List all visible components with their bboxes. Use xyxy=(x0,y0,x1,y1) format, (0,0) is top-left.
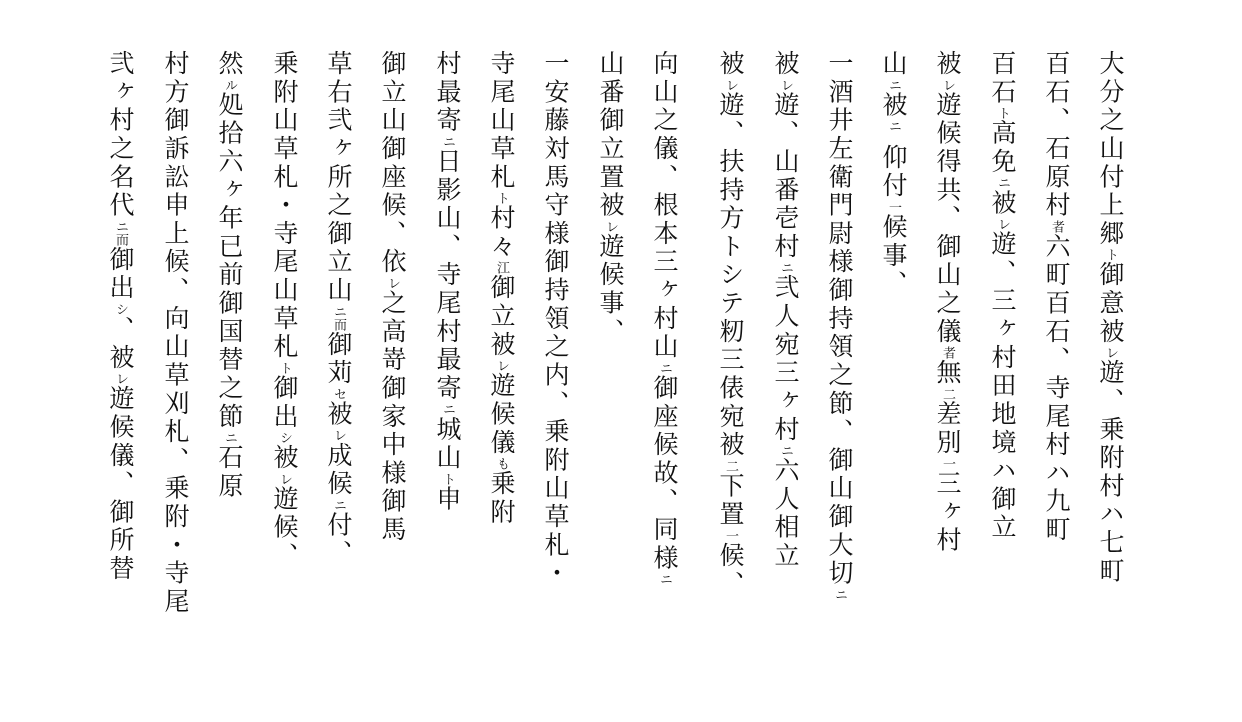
kaeriten-mark: レ xyxy=(723,78,738,92)
kaeriten-mark: ニ xyxy=(886,119,901,133)
kaeriten-mark: 者 xyxy=(1049,219,1064,233)
text-column: 一酒井左衛門尉様御持領之節、御山御大切ニ xyxy=(825,50,854,601)
kaeriten-mark: セ xyxy=(331,387,346,401)
kaeriten-mark: シ xyxy=(277,431,292,445)
kaeriten-mark: 一 xyxy=(723,529,738,542)
text-column: 村方御訴訟申上候、向山草刈札、乗附・寺尾 xyxy=(161,50,190,617)
kaeriten-mark: 而 xyxy=(331,317,346,331)
text-column: 向山之儀、根本三ヶ村山ニ御座候故、同様ニ xyxy=(650,50,679,586)
kaeriten-mark: ニ xyxy=(657,361,672,375)
kaeriten-mark: レ xyxy=(778,78,793,92)
text-column: 弐ヶ村之名代ニ而御出シ、被レ遊候儀、御所替 xyxy=(106,50,135,584)
text-column: 一安藤対馬守様御持領之内、乗附山草札・ xyxy=(541,50,570,588)
text-column: 被レ遊、山番壱村ニ弐人宛三ヶ村ニ六人相立 xyxy=(771,50,800,571)
kaeriten-mark: 而 xyxy=(113,232,128,246)
text-column: 被レ遊、扶持方トシテ籾三俵宛被二下置一候、 xyxy=(716,50,745,599)
kaeriten-mark: レ xyxy=(331,428,346,442)
kaeriten-mark: ト xyxy=(494,191,509,205)
kaeriten-mark: 一 xyxy=(886,200,901,214)
kaeriten-mark: シ xyxy=(113,302,128,316)
kaeriten-mark: ト xyxy=(277,361,292,375)
text-column: 然ル処拾六ヶ年已前御国替之節ニ石原 xyxy=(215,50,244,501)
text-column: 草右弐ヶ所之御立山ニ而御苅セ被レ成候ニ付、 xyxy=(324,50,353,568)
kaeriten-mark: ト xyxy=(1103,248,1118,262)
kaeriten-mark: ト xyxy=(995,106,1010,120)
text-column: 村最寄ニ日影山、寺尾村最寄ニ城山ト申 xyxy=(433,50,462,514)
text-column: 寺尾山草札ト村々江御立被レ遊候儀も乗附 xyxy=(487,50,516,527)
kaeriten-mark: 江 xyxy=(494,261,509,275)
text-column: 山番御立置被レ遊候事、 xyxy=(596,50,625,347)
kaeriten-mark: ル xyxy=(222,78,237,92)
kaeriten-mark: レ xyxy=(113,372,128,386)
kaeriten-mark: レ xyxy=(995,217,1010,231)
kaeriten-mark: も xyxy=(494,457,509,471)
kaeriten-mark: ニ xyxy=(832,587,847,601)
kaeriten-mark: ニ xyxy=(222,431,237,445)
kaeriten-mark: ニ xyxy=(440,402,455,416)
kaeriten-mark: ニ xyxy=(778,444,793,458)
text-column: 乗附山草札・寺尾山草札ト御出シ被レ遊候、 xyxy=(270,50,299,571)
kaeriten-mark: 一 xyxy=(940,457,955,471)
kaeriten-mark: ト xyxy=(440,472,455,486)
kaeriten-mark: レ xyxy=(1103,346,1118,360)
kaeriten-mark: レ xyxy=(385,276,400,290)
kaeriten-mark: ニ xyxy=(113,219,128,233)
kaeriten-mark: ニ xyxy=(886,78,901,92)
kaeriten-mark: ニ xyxy=(331,498,346,512)
kaeriten-mark: ニ xyxy=(331,304,346,318)
kaeriten-mark: レ xyxy=(603,219,618,233)
text-column: 被レ遊候得共、御山之儀者無二差別一三ヶ村 xyxy=(933,50,962,555)
kaeriten-mark: ニ xyxy=(778,261,793,275)
kaeriten-mark: ニ xyxy=(995,176,1010,190)
kaeriten-mark: レ xyxy=(277,472,292,486)
text-column: 大分之山付上郷ト御意被レ遊、乗附村ハ七町 xyxy=(1096,50,1125,586)
kaeriten-mark: 二 xyxy=(723,459,738,473)
text-column: 山ニ被ニ 仰付一候事、 xyxy=(879,50,908,299)
kaeriten-mark: ニ xyxy=(657,572,672,586)
kaeriten-mark: 二 xyxy=(940,387,955,401)
kaeriten-mark: レ xyxy=(494,359,509,373)
text-column: 百石、石原村者六町百石、寺尾村ハ九町 xyxy=(1042,50,1071,545)
text-column: 御立山御座候、依レ之高嵜御家中様御馬 xyxy=(378,50,407,545)
text-column: 百石ト高免ニ被レ遊、三ヶ村田地境ハ御立 xyxy=(988,50,1017,542)
kaeriten-mark: レ xyxy=(940,78,955,92)
kaeriten-mark: 者 xyxy=(940,346,955,360)
kaeriten-mark: ニ xyxy=(440,134,455,148)
